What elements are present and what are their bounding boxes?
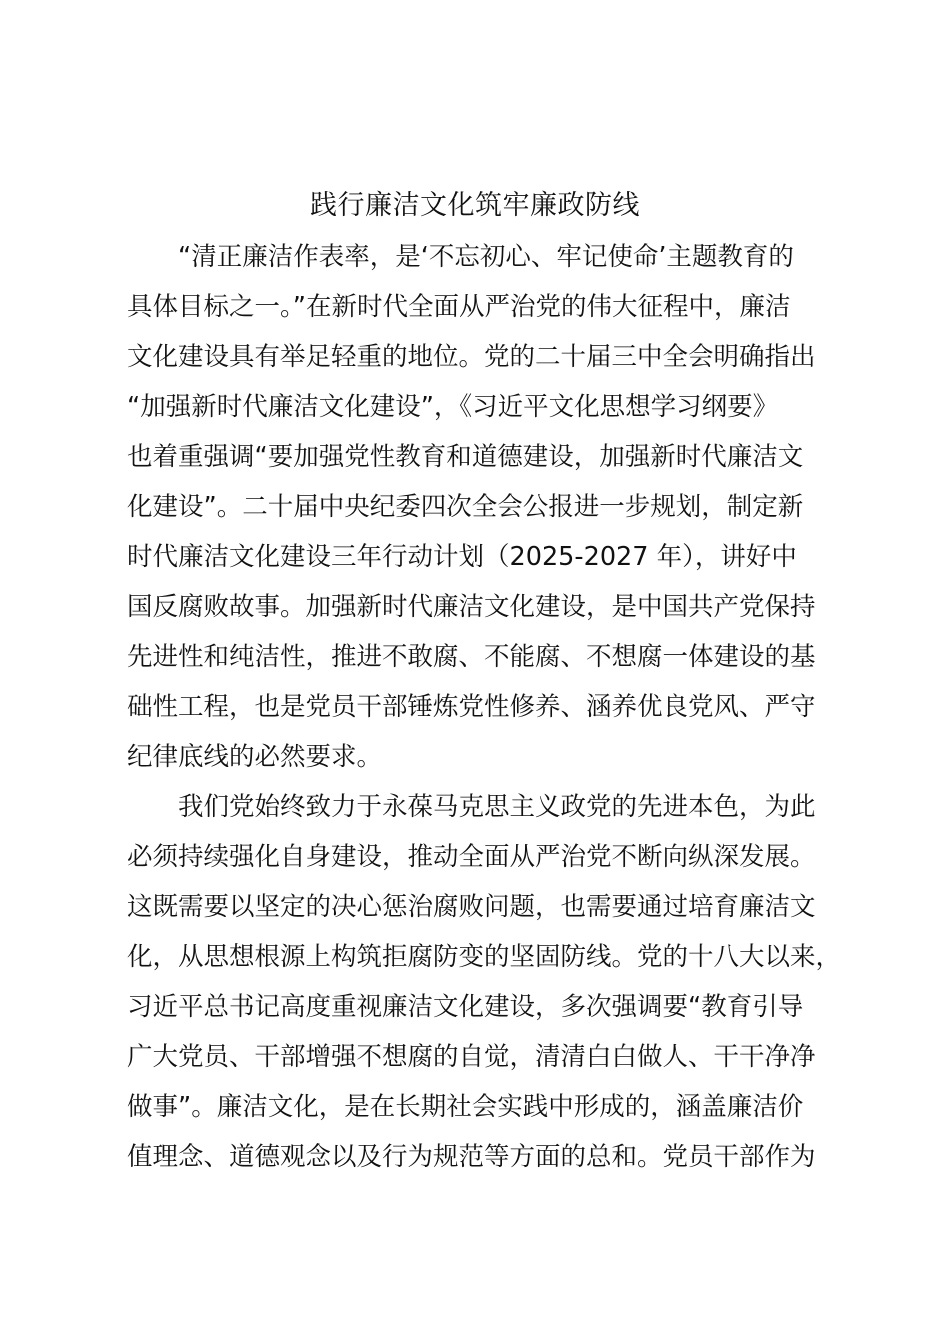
paragraph-2-line: 必须持续强化自身建设，推动全面从严治党不断向纵深发展。 (127, 842, 816, 872)
paragraph-2-line: 这既需要以坚定的决心惩治腐败问题，也需要通过培育廉洁文 (127, 892, 816, 922)
paragraph-1-line: 础性工程，也是党员干部锤炼党性修养、涵养优良党风、严守 (127, 692, 816, 722)
paragraph-2-line: 广大党员、干部增强不想腐的自觉，清清白白做人、干干净净 (127, 1042, 816, 1072)
paragraph-1-line: 国反腐败故事。加强新时代廉洁文化建设，是中国共产党保持 (127, 592, 816, 622)
paragraph-1-line: 也着重强调“要加强党性教育和道德建设，加强新时代廉洁文 (127, 442, 804, 472)
paragraph-1-line: 先进性和纯洁性，推进不敢腐、不能腐、不想腐一体建设的基 (127, 642, 816, 672)
document-title: 践行廉洁文化筑牢廉政防线 (310, 190, 640, 221)
paragraph-2-line: 值理念、道德观念以及行为规范等方面的总和。党员干部作为 (127, 1142, 816, 1172)
paragraph-1-line: 时代廉洁文化建设三年行动计划（2025-2027 年），讲好中 (127, 542, 797, 572)
paragraph-2-line: 做事”。廉洁文化，是在长期社会实践中形成的，涵盖廉洁价 (127, 1092, 804, 1122)
paragraph-2-line: 我们党始终致力于永葆马克思主义政党的先进本色，为此 (178, 792, 816, 822)
paragraph-1-line: 具体目标之一。”在新时代全面从严治党的伟大征程中，廉洁 (127, 292, 791, 322)
paragraph-1-line: 文化建设具有举足轻重的地位。党的二十届三中全会明确指出 (127, 342, 816, 372)
paragraph-1-line: 化建设”。二十届中央纪委四次全会公报进一步规划，制定新 (127, 492, 804, 522)
paragraph-2-line: 化，从思想根源上构筑拒腐防变的坚固防线。党的十八大以来， (127, 942, 842, 972)
document-body (127, 232, 842, 1182)
paragraph-1-line: “清正廉洁作表率，是‘不忘初心、牢记使命’主题教育的 (178, 242, 794, 272)
paragraph-1-line: “加强新时代廉洁文化建设”，《习近平文化思想学习纲要》 (127, 392, 779, 422)
paragraph-1-line: 纪律底线的必然要求。 (127, 742, 383, 772)
paragraph-2-line: 习近平总书记高度重视廉洁文化建设，多次强调要“教育引导 (127, 992, 804, 1022)
